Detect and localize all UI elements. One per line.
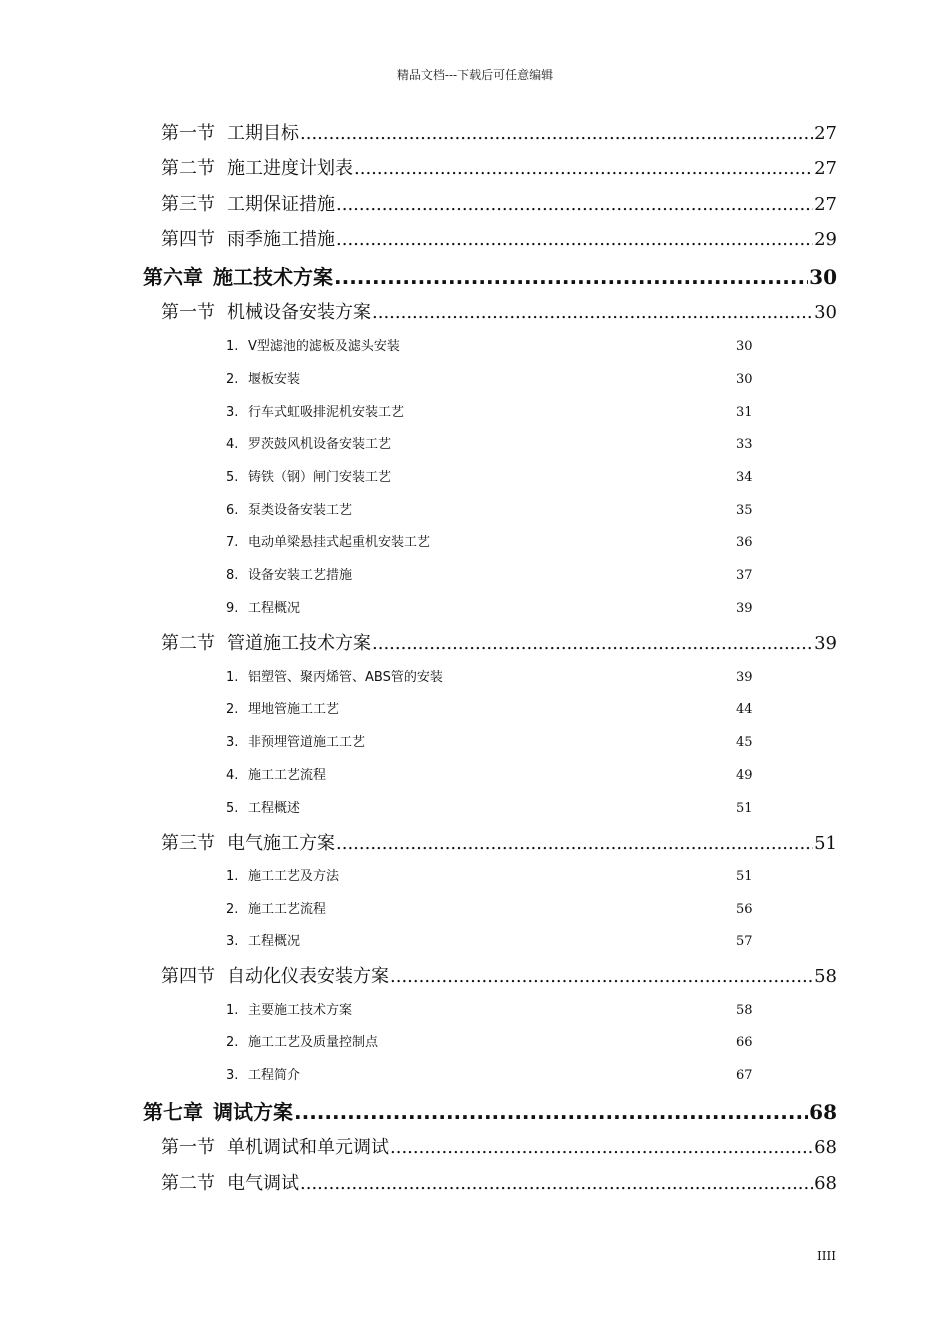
toc-leader-dots	[300, 1173, 813, 1194]
toc-entry-title: 机械设备安装方案	[227, 302, 371, 323]
toc-entry-title: 电气调试	[227, 1173, 299, 1194]
toc-entry[interactable]	[226, 499, 766, 518]
toc-entry-number: 2.	[226, 372, 239, 387]
toc-entry-number: 4.	[226, 768, 239, 783]
toc-entry-number: 1.	[226, 1003, 239, 1018]
toc-entry-page: 51	[736, 801, 753, 816]
toc-entry[interactable]	[226, 401, 766, 420]
toc-entry-section: 第二节	[161, 633, 215, 654]
toc-entry-number: 3.	[226, 735, 239, 750]
toc-entry-title: V型滤池的滤板及滤头安装	[248, 339, 400, 354]
toc-entry-title: 工程概述	[248, 801, 301, 816]
toc-entry-page: 67	[736, 1068, 753, 1083]
toc-leader-dots	[336, 833, 813, 854]
toc-entry-page: 39	[814, 633, 837, 654]
toc-entry-title: 主要施工技术方案	[248, 1003, 353, 1018]
toc-entry-title: 电动单梁悬挂式起重机安装工艺	[248, 535, 431, 550]
toc-entry-page: 31	[736, 405, 753, 420]
toc-entry-number: 2.	[226, 702, 239, 717]
toc-leader-dots	[372, 302, 813, 323]
toc-entry-number: 4.	[226, 437, 239, 452]
toc-entry-page: 44	[736, 702, 753, 717]
toc-entry[interactable]	[226, 764, 766, 783]
toc-entry-number: 5.	[226, 801, 239, 816]
toc-entry-section: 第一节	[161, 123, 215, 144]
toc-entry-title: 工程简介	[248, 1068, 301, 1083]
toc-entry[interactable]	[161, 829, 837, 855]
toc-entry[interactable]	[161, 190, 837, 216]
toc-entry[interactable]	[226, 433, 766, 452]
toc-leader-dots	[390, 1137, 813, 1158]
toc-entry-page: 36	[736, 535, 753, 550]
toc-entry-page: 45	[736, 735, 753, 750]
toc-entry[interactable]	[226, 368, 766, 387]
toc-entry-page: 27	[814, 194, 837, 215]
toc-entry-page: 68	[814, 1173, 837, 1194]
toc-leader-dots	[294, 1100, 808, 1124]
toc-entry-title: 管道施工技术方案	[227, 633, 371, 654]
toc-entry-title: 施工工艺及质量控制点	[248, 1035, 379, 1050]
toc-entry-page: 57	[736, 934, 753, 949]
toc-entry[interactable]	[226, 564, 766, 583]
toc-entry-title: 堰板安装	[248, 372, 301, 387]
toc-entry-page: 39	[736, 670, 753, 685]
toc-entry-number: 3.	[226, 934, 239, 949]
toc-entry-number: 2.	[226, 1035, 239, 1050]
toc-entry[interactable]	[226, 865, 766, 884]
toc-entry[interactable]	[143, 1096, 837, 1125]
toc-entry[interactable]	[226, 797, 766, 816]
toc-entry-title: 罗茨鼓风机设备安装工艺	[248, 437, 392, 452]
toc-entry-title: 雨季施工措施	[227, 229, 335, 250]
toc-entry[interactable]	[161, 154, 837, 180]
toc-entry-page: 51	[736, 869, 753, 884]
toc-entry-title: 施工工艺及方法	[248, 869, 340, 884]
toc-entry[interactable]	[226, 1031, 766, 1050]
toc-entry[interactable]	[161, 629, 837, 655]
toc-entry-title: 施工工艺流程	[248, 902, 327, 917]
toc-entry-section: 第二节	[161, 1173, 215, 1194]
toc-entry[interactable]	[226, 999, 766, 1018]
toc-entry-number: 8.	[226, 568, 239, 583]
toc-entry-title: 非预埋管道施工工艺	[248, 735, 366, 750]
toc-entry-number: 7.	[226, 535, 239, 550]
toc-entry-number: 6.	[226, 503, 239, 518]
toc-entry-page: 66	[736, 1035, 753, 1050]
page-header: 精品文档---下载后可任意编辑	[396, 68, 554, 82]
toc-entry-title: 工期目标	[227, 123, 299, 144]
toc-entry-title: 单机调试和单元调试	[227, 1137, 389, 1158]
toc-entry-title: 铝塑管、聚丙烯管、ABS管的安装	[248, 670, 443, 685]
toc-entry-section: 第三节	[161, 194, 215, 215]
toc-entry-number: 1.	[226, 339, 239, 354]
toc-entry[interactable]	[161, 298, 837, 324]
toc-entry-title: 施工技术方案	[213, 265, 333, 289]
toc-entry-title: 工程概况	[248, 601, 301, 616]
toc-leader-dots	[354, 158, 813, 179]
toc-entry-title: 铸铁（钢）闸门安装工艺	[248, 470, 392, 485]
toc-entry-page: 68	[809, 1100, 837, 1124]
toc-entry[interactable]	[161, 962, 837, 988]
toc-leader-dots	[372, 633, 813, 654]
toc-entry-page: 68	[814, 1137, 837, 1158]
toc-entry-section: 第四节	[161, 229, 215, 250]
toc-entry[interactable]	[161, 225, 837, 251]
toc-entry[interactable]	[161, 119, 837, 145]
toc-entry-number: 9.	[226, 601, 239, 616]
toc-leader-dots	[300, 123, 813, 144]
toc-entry-title: 设备安装工艺措施	[248, 568, 353, 583]
toc-entry-number: 2.	[226, 902, 239, 917]
toc-entry-number: 3.	[226, 405, 239, 420]
toc-leader-dots	[334, 265, 808, 289]
toc-entry-section: 第二节	[161, 158, 215, 179]
toc-entry[interactable]	[226, 731, 766, 750]
toc-entry-title: 泵类设备安装工艺	[248, 503, 353, 518]
toc-entry-title: 施工进度计划表	[227, 158, 353, 179]
toc-entry-page: 30	[809, 265, 837, 289]
toc-entry[interactable]	[226, 335, 766, 354]
page-number: IIII	[817, 1249, 836, 1263]
toc-entry[interactable]	[226, 930, 766, 949]
toc-entry[interactable]	[226, 698, 766, 717]
toc-entry-number: 5.	[226, 470, 239, 485]
toc-entry[interactable]	[226, 666, 766, 685]
toc-entry-section: 第七章	[143, 1100, 203, 1124]
toc-entry[interactable]	[226, 597, 766, 616]
toc-entry-page: 34	[736, 470, 753, 485]
toc-entry-title: 工期保证措施	[227, 194, 335, 215]
toc-entry-number: 1.	[226, 869, 239, 884]
toc-entry-title: 工程概况	[248, 934, 301, 949]
toc-entry-page: 27	[814, 158, 837, 179]
toc-entry-title: 调试方案	[213, 1100, 293, 1124]
toc-entry-title: 行车式虹吸排泥机安装工艺	[248, 405, 405, 420]
toc-entry[interactable]	[226, 898, 766, 917]
toc-entry-title: 埋地管施工工艺	[248, 702, 340, 717]
toc-leader-dots	[336, 229, 813, 250]
toc-entry-page: 51	[814, 833, 837, 854]
toc-entry-page: 33	[736, 437, 753, 452]
toc-entry[interactable]	[226, 531, 766, 550]
toc-leader-dots	[336, 194, 813, 215]
toc-entry-title: 施工工艺流程	[248, 768, 327, 783]
toc-entry-page: 29	[814, 229, 837, 250]
toc-entry[interactable]	[161, 1133, 837, 1159]
toc-entry-section: 第一节	[161, 1137, 215, 1158]
toc-entry-section: 第一节	[161, 302, 215, 323]
toc-entry-page: 58	[736, 1003, 753, 1018]
toc-entry[interactable]	[143, 261, 837, 290]
toc-entry-page: 30	[736, 372, 753, 387]
toc-entry-page: 35	[736, 503, 753, 518]
toc-entry-page: 58	[814, 966, 837, 987]
toc-entry-section: 第三节	[161, 833, 215, 854]
toc-entry-page: 39	[736, 601, 753, 616]
toc-entry-page: 49	[736, 768, 753, 783]
toc-entry[interactable]	[161, 1169, 837, 1195]
toc-entry-section: 第四节	[161, 966, 215, 987]
toc-entry-title: 自动化仪表安装方案	[227, 966, 389, 987]
toc-leader-dots	[390, 966, 813, 987]
toc-entry-number: 3.	[226, 1068, 239, 1083]
toc-entry-number: 1.	[226, 670, 239, 685]
toc-entry[interactable]	[226, 1064, 766, 1083]
toc-entry-title: 电气施工方案	[227, 833, 335, 854]
toc-entry-page: 30	[736, 339, 753, 354]
toc-entry-page: 30	[814, 302, 837, 323]
toc-entry-page: 37	[736, 568, 753, 583]
toc-entry-page: 27	[814, 123, 837, 144]
toc-entry[interactable]	[226, 466, 766, 485]
toc-entry-section: 第六章	[143, 265, 203, 289]
toc-entry-page: 56	[736, 902, 753, 917]
